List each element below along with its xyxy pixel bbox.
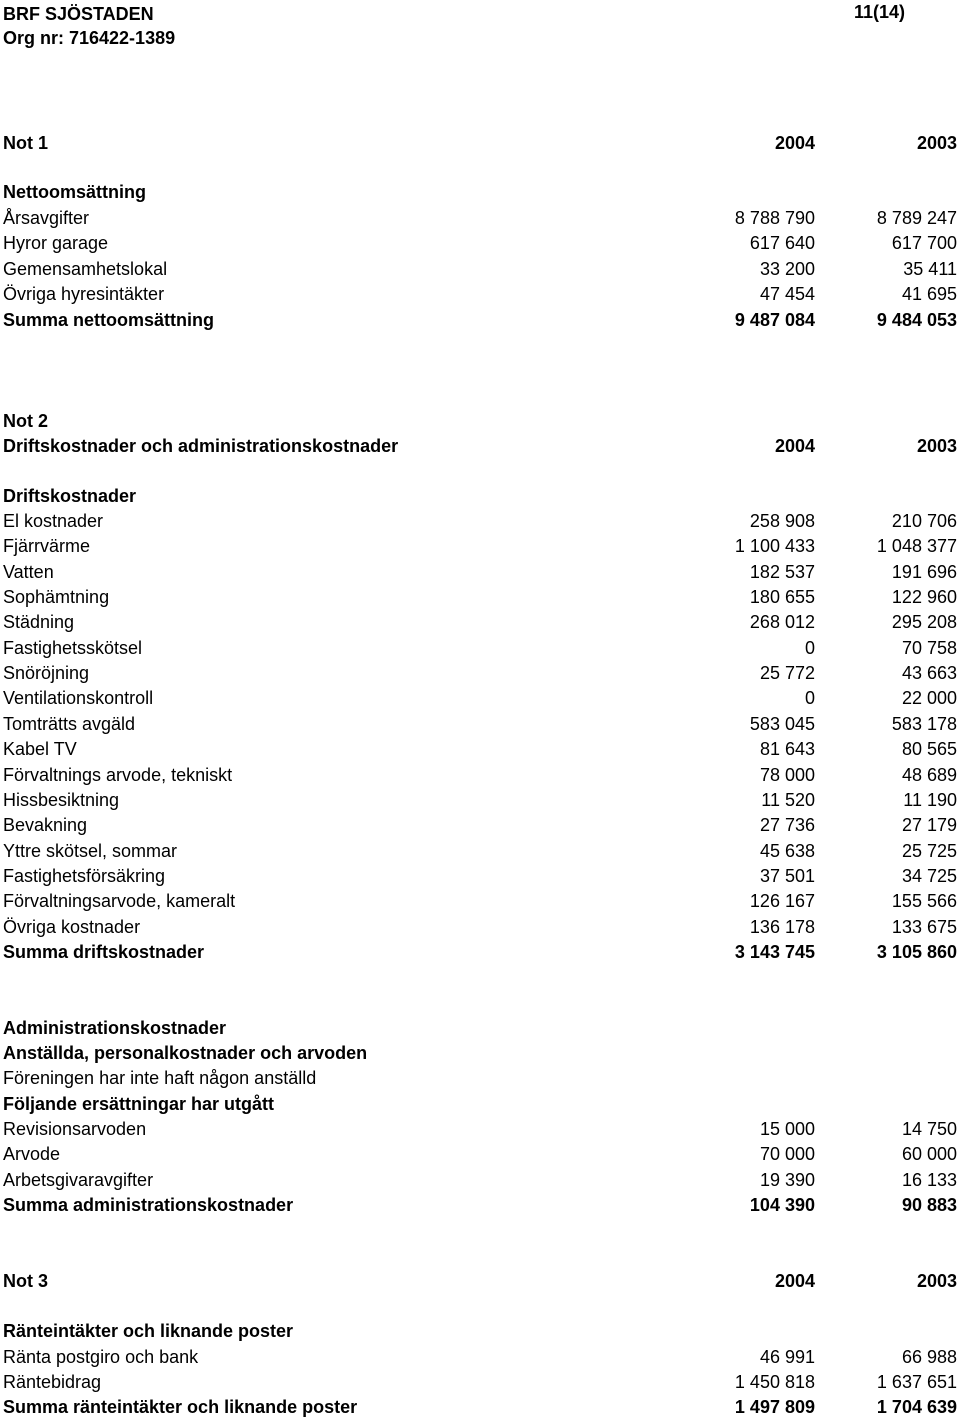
value-2004: 78 000 [759, 764, 815, 785]
row-label: Revisionsarvoden [3, 1119, 147, 1139]
table-row [3, 1168, 957, 1192]
value-2003: 43 663 [901, 663, 957, 684]
table-row [3, 585, 957, 609]
note-text: Föreningen har inte haft någon anställd [3, 1068, 317, 1088]
row-label: Vatten [3, 561, 54, 582]
value-2003: 155 566 [891, 891, 957, 912]
section-label: Ränteintäkter och liknande poster [3, 1321, 294, 1341]
row-label: Hyror garage [3, 233, 109, 254]
value-2004: 33 200 [759, 258, 815, 279]
table-row [3, 257, 957, 281]
row-label: Snöröjning [3, 663, 90, 684]
row-label: Arvode [3, 1144, 61, 1165]
value-2003: 11 190 [903, 789, 957, 810]
not3-col-2004: 2004 [774, 1271, 815, 1291]
admin-section-heading [3, 1016, 957, 1040]
value-2003: 191 696 [891, 561, 957, 582]
value-2004: 583 045 [749, 713, 815, 734]
org-number: Org nr: 716422-1389 [3, 28, 176, 48]
table-row [3, 737, 957, 761]
not3-col-2003: 2003 [916, 1271, 957, 1291]
value-2004: 258 908 [749, 511, 815, 531]
not3-title: Not 3 [3, 1271, 48, 1291]
drift-total-row [3, 940, 957, 964]
value-2003: 80 565 [901, 739, 957, 760]
org-name-line [3, 2, 957, 26]
table-row [3, 839, 957, 863]
value-2003: 1 048 377 [876, 536, 957, 557]
value-2004: 81 643 [759, 739, 815, 760]
value-2003: 48 689 [901, 764, 957, 785]
table-row [3, 560, 957, 584]
row-label: Sophämtning [3, 587, 110, 608]
row-label: Fjärrvärme [3, 536, 91, 557]
value-2004: 19 390 [759, 1169, 815, 1190]
value-2004: 45 638 [759, 840, 815, 861]
value-2003: 14 750 [901, 1119, 957, 1139]
not3-header-row [3, 1269, 957, 1293]
table-row [3, 788, 957, 812]
table-row [3, 1117, 957, 1141]
table-row [3, 889, 957, 913]
table-row [3, 636, 957, 660]
not1-section-heading [3, 180, 957, 204]
row-label: Övriga hyresintäkter [3, 284, 165, 305]
value-2004: 1 100 433 [734, 536, 815, 557]
value-2003: 66 988 [901, 1347, 957, 1367]
total-2004: 104 390 [749, 1195, 815, 1215]
total-2003: 9 484 053 [876, 310, 957, 330]
total-label: Summa ränteintäkter och liknande poster [3, 1397, 358, 1417]
subheading-label: Anställda, personalkostnader och arvoden [3, 1043, 368, 1063]
total-label: Summa nettoomsättning [3, 310, 215, 330]
value-2003: 70 758 [901, 637, 957, 658]
not2-col-2003: 2003 [916, 436, 957, 456]
total-label: Summa administrationskostnader [3, 1195, 294, 1215]
row-label: Räntebidrag [3, 1372, 102, 1392]
row-label: Årsavgifter [3, 208, 90, 228]
total-2003: 90 883 [901, 1195, 957, 1215]
value-2004: 11 520 [761, 789, 815, 810]
not3-total-row [3, 1395, 957, 1419]
table-row [3, 534, 957, 558]
admin-subheading-1 [3, 1041, 957, 1065]
table-row [3, 231, 957, 255]
value-2004: 136 178 [749, 916, 815, 937]
value-2004: 37 501 [759, 865, 815, 886]
value-2004: 47 454 [759, 284, 815, 305]
table-row [3, 686, 957, 710]
not2-title-row [3, 409, 957, 433]
not3-section-heading [3, 1319, 957, 1343]
value-2004: 180 655 [749, 587, 815, 608]
value-2003: 25 725 [901, 840, 957, 861]
value-2003: 617 700 [891, 233, 957, 254]
value-2003: 8 789 247 [876, 208, 957, 228]
value-2004: 617 640 [749, 233, 815, 254]
subheading-label: Följande ersättningar har utgått [3, 1094, 275, 1114]
row-label: Fastighetsförsäkring [3, 865, 166, 886]
not2-title: Not 2 [3, 411, 48, 431]
value-2003: 35 411 [903, 258, 957, 279]
value-2003: 583 178 [891, 713, 957, 734]
value-2003: 295 208 [891, 612, 957, 633]
not2-header-row [3, 434, 957, 458]
admin-total-row [3, 1193, 957, 1217]
table-row [3, 915, 957, 939]
admin-subheading-2 [3, 1092, 957, 1116]
value-2003: 133 675 [891, 916, 957, 937]
table-row [3, 282, 957, 306]
value-2003: 22 000 [901, 688, 957, 709]
value-2004: 1 450 818 [734, 1372, 815, 1392]
not2-subtitle: Driftskostnader och administrationskostnader [3, 436, 399, 456]
row-label: Fastighetsskötsel [3, 637, 143, 658]
total-label: Summa driftskostnader [3, 942, 205, 962]
table-row [3, 509, 957, 533]
row-label: Arbetsgivaravgifter [3, 1169, 154, 1190]
table-row [3, 1345, 957, 1369]
section-label: Administrationskostnader [3, 1018, 227, 1038]
row-label: Yttre skötsel, sommar [3, 840, 178, 861]
not1-col-2003: 2003 [916, 133, 957, 153]
value-2004: 182 537 [749, 561, 815, 582]
not2-col-2004: 2004 [774, 436, 815, 456]
value-2003: 34 725 [901, 865, 957, 886]
table-row [3, 864, 957, 888]
not1-total-row [3, 308, 957, 332]
not1-col-2004: 2004 [774, 133, 815, 153]
row-label: Ventilationskontroll [3, 688, 154, 709]
org-nr-line [3, 26, 957, 50]
row-label: Förvaltnings arvode, tekniskt [3, 764, 233, 785]
value-2004: 0 [804, 688, 815, 709]
value-2003: 1 637 651 [876, 1372, 957, 1392]
row-label: Ränta postgiro och bank [3, 1347, 199, 1367]
row-label: Övriga kostnader [3, 916, 141, 937]
table-row [3, 712, 957, 736]
value-2004: 0 [804, 637, 815, 658]
page-number: 11(14) [853, 2, 905, 22]
value-2004: 15 000 [759, 1119, 815, 1139]
row-label: Gemensamhetslokal [3, 258, 168, 279]
table-row [3, 813, 957, 837]
value-2004: 46 991 [759, 1347, 815, 1367]
row-label: Förvaltningsarvode, kameralt [3, 891, 236, 912]
org-name: BRF SJÖSTADEN [3, 4, 154, 24]
table-row [3, 763, 957, 787]
row-label: El kostnader [3, 511, 104, 531]
table-row [3, 1142, 957, 1166]
value-2004: 8 788 790 [734, 208, 815, 228]
admin-note [3, 1066, 957, 1090]
table-row [3, 1370, 957, 1394]
value-2003: 60 000 [901, 1144, 957, 1165]
table-row [3, 661, 957, 685]
table-row [3, 610, 957, 634]
value-2004: 126 167 [749, 891, 815, 912]
value-2004: 27 736 [759, 815, 815, 836]
value-2004: 25 772 [759, 663, 815, 684]
value-2003: 41 695 [901, 284, 957, 305]
row-label: Bevakning [3, 815, 88, 836]
not1-title: Not 1 [3, 133, 48, 153]
value-2004: 268 012 [749, 612, 815, 633]
total-2004: 1 497 809 [734, 1397, 815, 1417]
section-label: Driftskostnader [3, 486, 137, 506]
total-2003: 3 105 860 [876, 942, 957, 962]
value-2003: 27 179 [901, 815, 957, 836]
total-2003: 1 704 639 [876, 1397, 957, 1417]
total-2004: 9 487 084 [734, 310, 815, 330]
section-label: Nettoomsättning [3, 182, 146, 202]
row-label: Tomträtts avgäld [3, 713, 136, 734]
value-2003: 122 960 [891, 587, 957, 608]
not1-header-row [3, 131, 957, 155]
value-2003: 16 133 [901, 1169, 957, 1190]
row-label: Kabel TV [3, 739, 77, 760]
drift-section-heading [3, 484, 957, 508]
value-2003: 210 706 [891, 511, 957, 531]
row-label: Städning [3, 612, 75, 633]
row-label: Hissbesiktning [3, 789, 120, 810]
table-row [3, 206, 957, 230]
value-2004: 70 000 [759, 1144, 815, 1165]
total-2004: 3 143 745 [734, 942, 815, 962]
